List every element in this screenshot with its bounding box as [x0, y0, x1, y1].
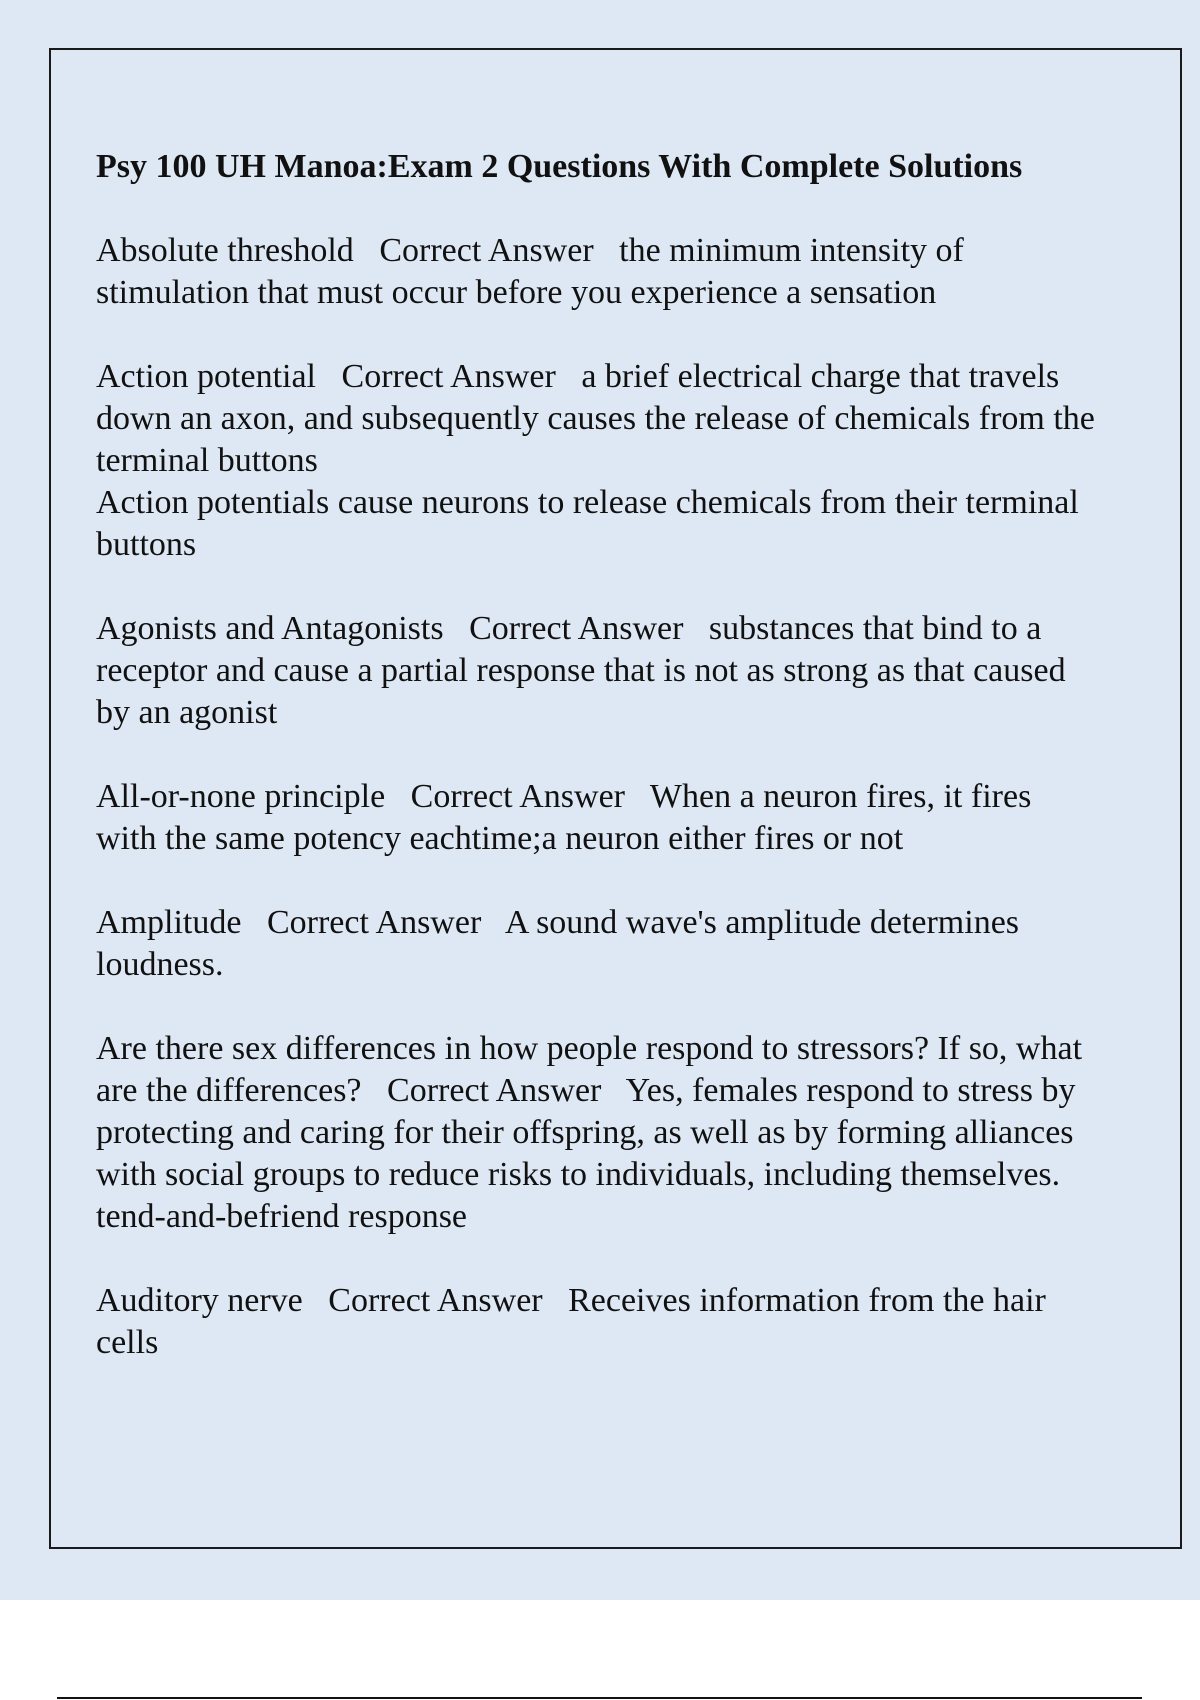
correct-answer-label: Correct Answer	[385, 778, 650, 815]
qa-item	[96, 230, 1096, 314]
question-term: All-or-none principle	[96, 778, 386, 815]
answer-text: substances that bind to a receptor and cause a partial response that is not as strong as that caused by an agonist	[96, 610, 1075, 731]
document-title: Psy 100 UH Manoa:Exam 2 Questions With Complete Solutions	[96, 148, 1023, 185]
correct-answer-label: Correct Answer	[443, 610, 709, 647]
answer-text: A sound wave's amplitude determines loudness.	[96, 904, 1028, 983]
footer-divider	[57, 1697, 1142, 1699]
qa-item	[96, 1028, 1096, 1238]
qa-item	[96, 1280, 1096, 1364]
answer-text: Yes, females respond to stress by protecting and caring for their offspring, as well as by forming alliances with social groups to reduce risks to individuals, including themselves. tend-and-befriend response	[96, 1072, 1084, 1235]
question-term: Action potential	[96, 358, 317, 395]
qa-item	[96, 902, 1096, 986]
qa-item	[96, 608, 1096, 734]
question-term: Agonists and Antagonists	[96, 610, 444, 647]
correct-answer-label: Correct Answer	[302, 1282, 569, 1319]
qa-item	[96, 776, 1096, 860]
answer-text: the minimum intensity of stimulation that must occur before you experience a sensation	[96, 232, 973, 311]
document-body	[96, 100, 1104, 1364]
answer-extra-text: Action potentials cause neurons to release chemicals from their terminal buttons	[96, 484, 1079, 563]
correct-answer-label: Correct Answer	[361, 1072, 626, 1109]
question-term: Absolute threshold	[96, 232, 354, 269]
correct-answer-label: Correct Answer	[353, 232, 620, 269]
qa-item	[96, 356, 1104, 566]
correct-answer-label: Correct Answer	[316, 358, 582, 395]
answer-text: Receives information from the hair cells	[96, 1282, 1055, 1361]
answer-text: When a neuron fires, it fires with the same potency eachtime;a neuron either fires or not	[96, 778, 1040, 857]
question-term: Auditory nerve	[96, 1282, 303, 1319]
question-term: Are there sex differences in how people respond to stressors? If so, what are the differences?	[96, 1030, 1091, 1109]
answer-text: a brief electrical charge that travels down an axon, and subsequently causes the release of chemicals from the terminal buttons	[96, 358, 1104, 479]
question-term: Amplitude	[96, 904, 242, 941]
correct-answer-label: Correct Answer	[241, 904, 505, 941]
